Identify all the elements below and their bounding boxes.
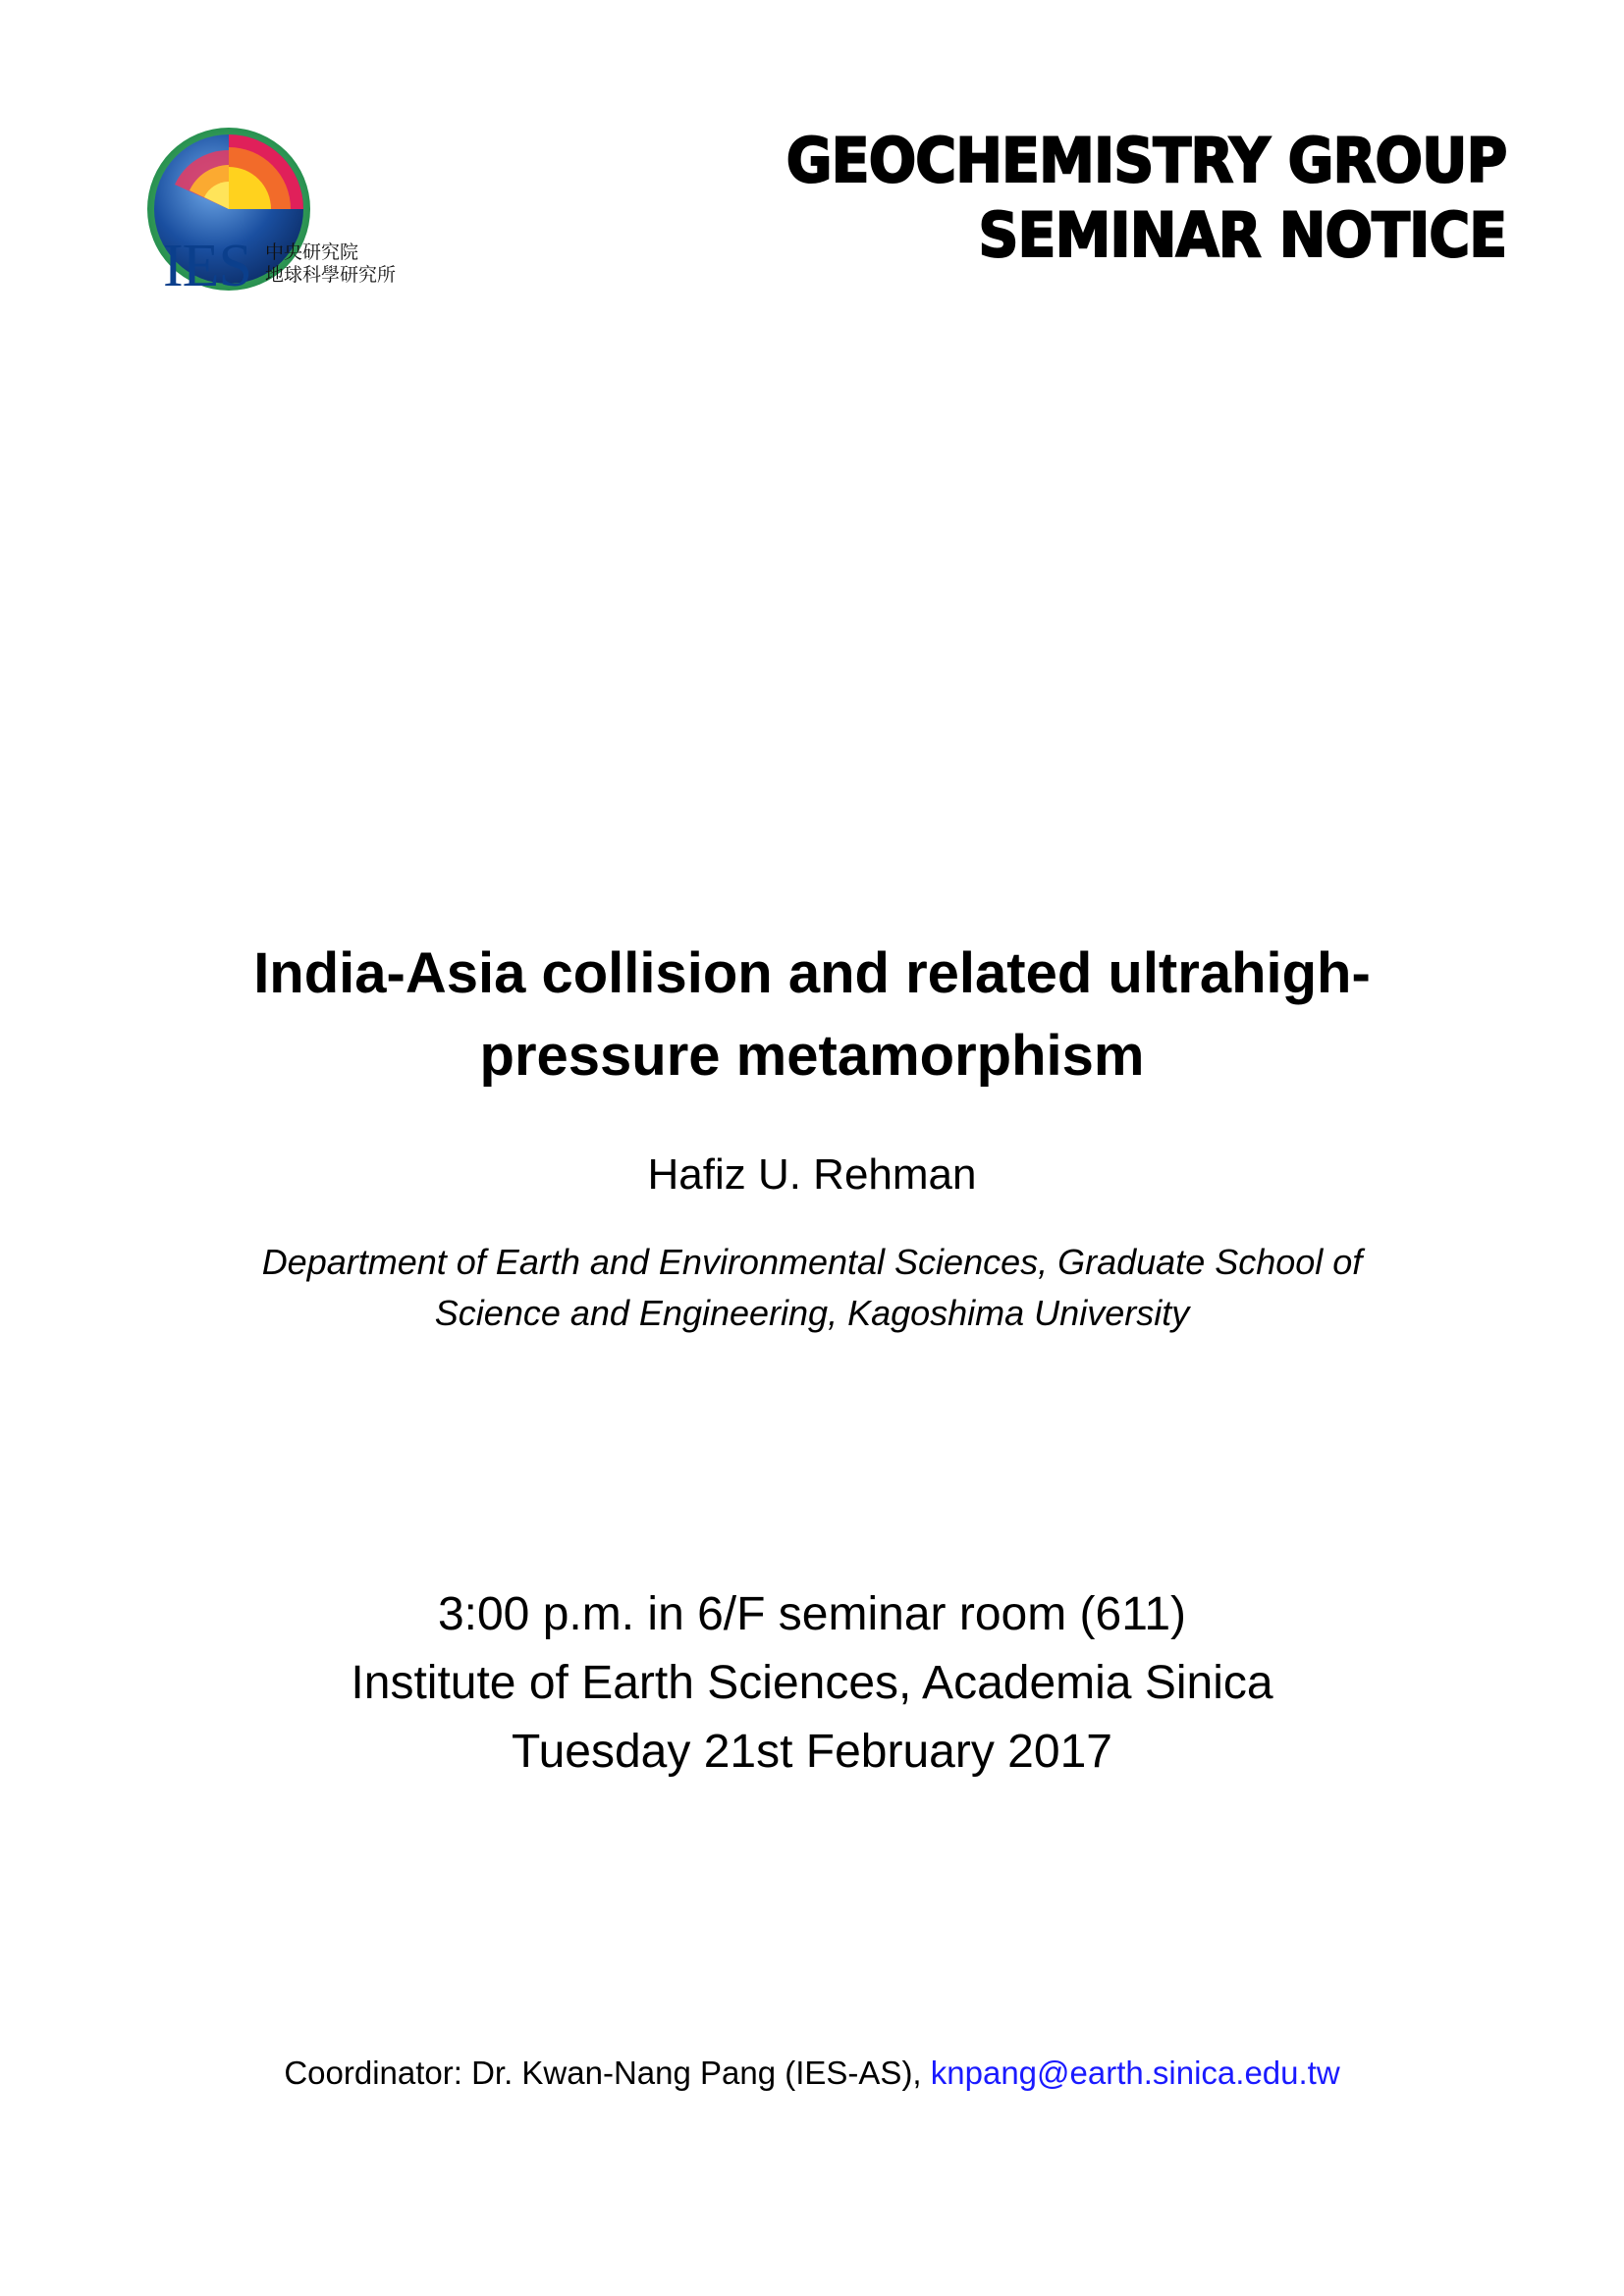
coordinator-line xyxy=(0,2054,1624,2093)
seminar-header xyxy=(785,124,1506,273)
affiliation-line2: Science and Engineering, Kagoshima University xyxy=(434,1293,1190,1333)
header-line1: GEOCHEMISTRY GROUP xyxy=(785,125,1506,196)
speaker-name: Hafiz U. Rehman xyxy=(647,1150,977,1199)
title-line2: pressure metamorphism xyxy=(479,1024,1145,1088)
talk-title xyxy=(0,933,1624,1097)
ies-logo xyxy=(135,126,397,302)
logo-abbrev: IES xyxy=(163,233,251,299)
title-line1: India-Asia collision and related ultrahigh- xyxy=(253,941,1371,1005)
coordinator-email-link[interactable]: knpang@earth.sinica.edu.tw xyxy=(930,2055,1340,2091)
event-institute: Institute of Earth Sciences, Academia Sinica xyxy=(351,1657,1273,1709)
logo-cn-line2: 地球科學研究所 xyxy=(265,264,397,286)
header-line2: SEMINAR NOTICE xyxy=(978,199,1506,271)
event-date: Tuesday 21st February 2017 xyxy=(512,1726,1112,1778)
logo-cn-line1: 中央研究院 xyxy=(265,241,359,263)
affiliation-line1: Department of Earth and Environmental Sciences, Graduate School of xyxy=(261,1242,1363,1282)
speaker-affiliation xyxy=(0,1237,1624,1339)
event-details xyxy=(0,1580,1624,1787)
logo-chinese-name xyxy=(265,241,396,287)
event-time-place: 3:00 p.m. in 6/F seminar room (611) xyxy=(437,1588,1187,1640)
coordinator-label: Coordinator: Dr. Kwan-Nang Pang (IES-AS), xyxy=(284,2055,931,2091)
